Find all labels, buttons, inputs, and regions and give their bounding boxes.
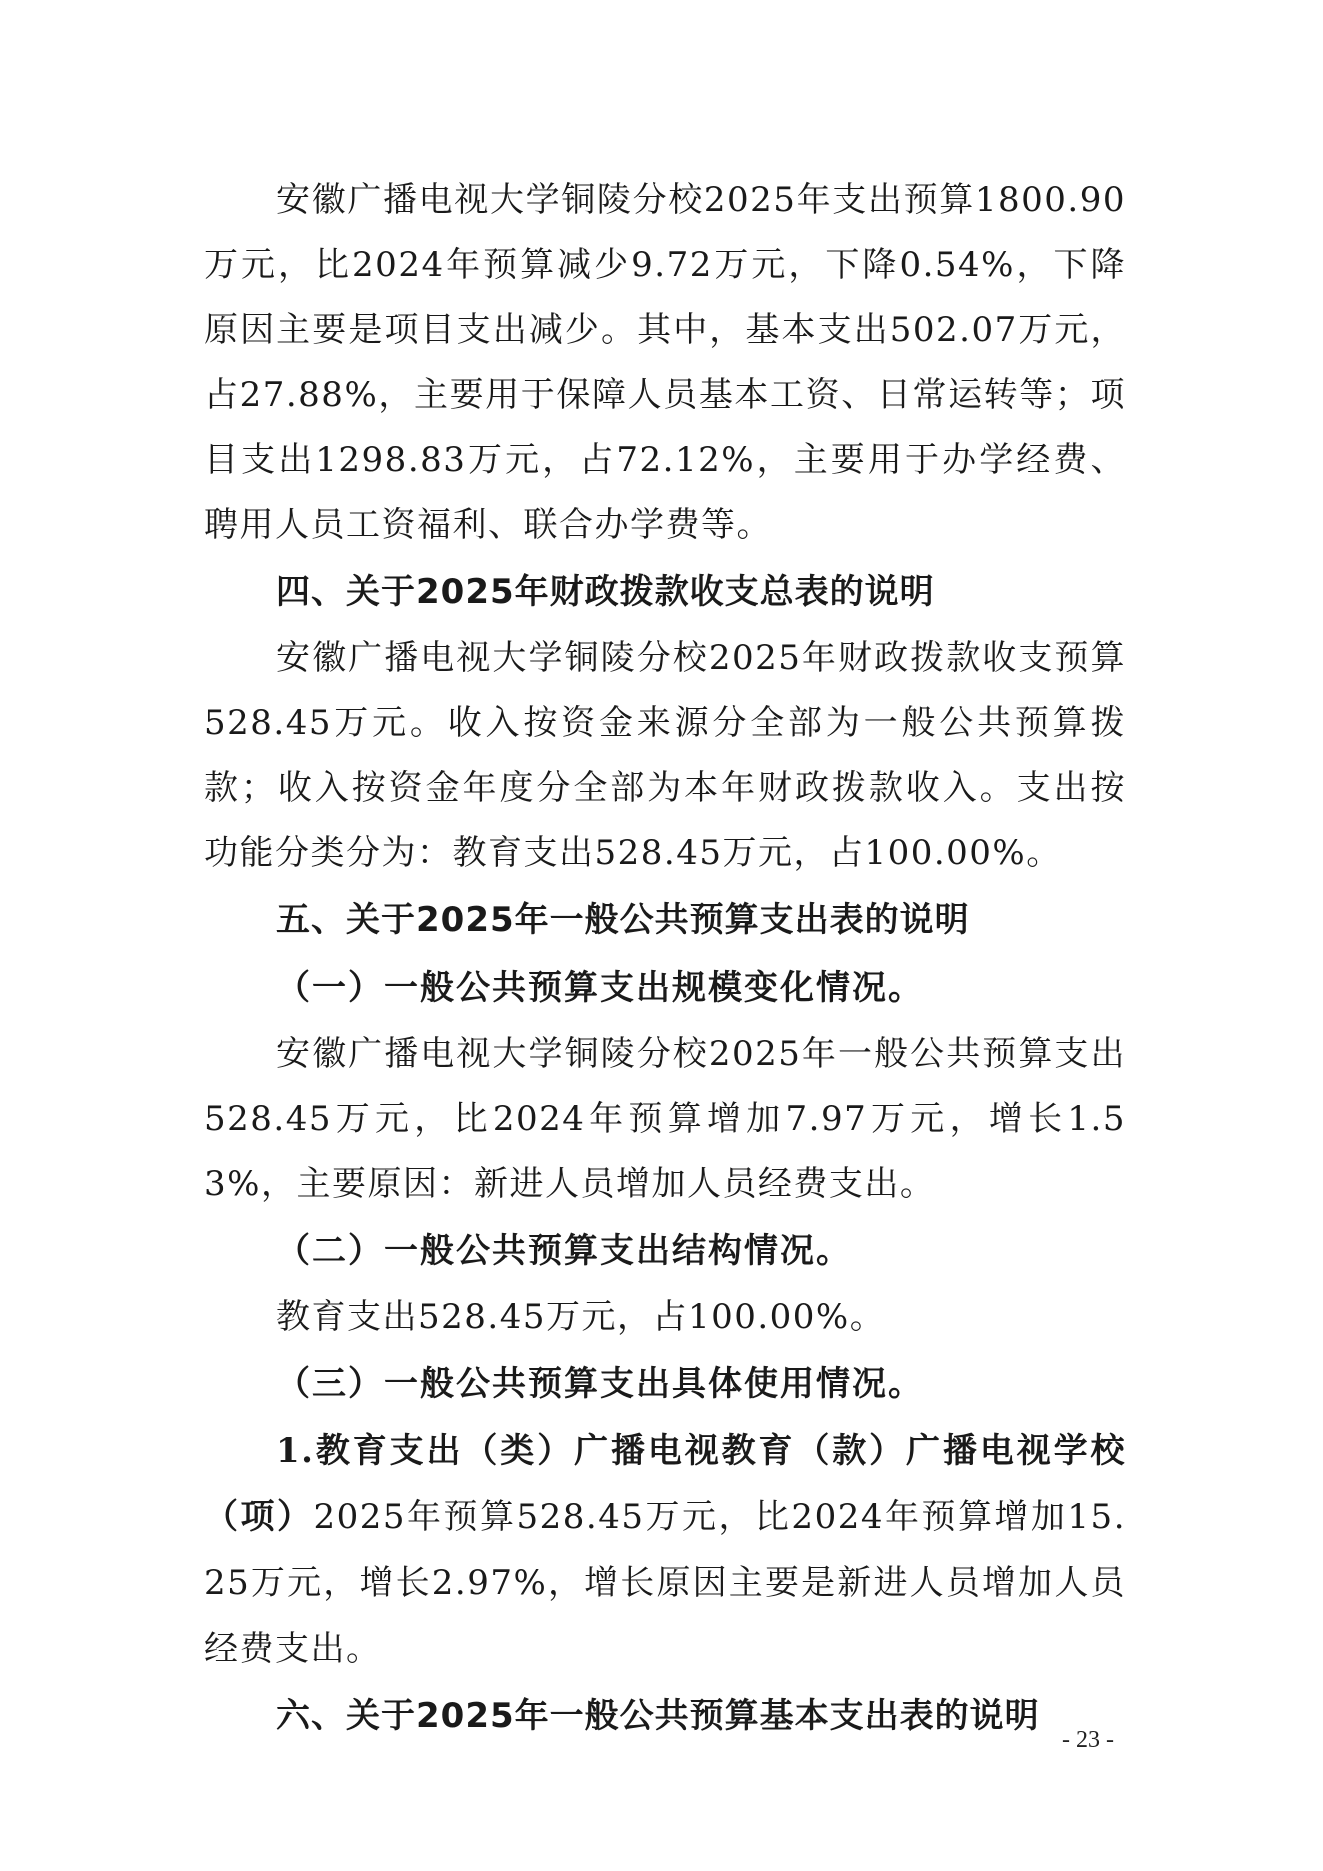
- paragraph-expenditure-budget: 安徽广播电视大学铜陵分校2025年支出预算1800.90万元，比2024年预算减少9.72万元，下降0.54%，下降原因主要是项目支出减少。其中，基本支出502.07万元，占27.88%，主要用于保障人员基本工资、日常运转等；项目支出1298.83万元，占72.12%，主要用于办学经费、聘用人员工资福利、联合办学费等。: [204, 180, 1126, 545]
- document-body: [204, 168, 1126, 1750]
- page-number: - 23 -: [1062, 1727, 1114, 1753]
- subheading-scale-change: （一）一般公共预算支出规模变化情况。: [276, 968, 924, 1008]
- section-heading-5: 五、关于2025年一般公共预算支出表的说明: [276, 900, 970, 940]
- subheading-specific-use: （三）一般公共预算支出具体使用情况。: [276, 1364, 924, 1404]
- paragraph-scale-change: 安徽广播电视大学铜陵分校2025年一般公共预算支出528.45万元，比2024年预算增加7.97万元，增长1.53%，主要原因：新进人员增加人员经费支出。: [204, 1034, 1126, 1204]
- list-item-lead: 1.教育支出（类）广播电视教育（款）广播电视学校（项）: [204, 1431, 1126, 1537]
- list-item-education-expenditure: [204, 1418, 1126, 1682]
- paragraph-fiscal-allocation: 安徽广播电视大学铜陵分校2025年财政拨款收支预算528.45万元。收入按资金来源分全部为一般公共预算拨款；收入按资金年度分全部为本年财政拨款收入。支出按功能分类分为：教育支出528.45万元，占100.00%。: [204, 638, 1126, 873]
- section-heading-4: 四、关于2025年财政拨款收支总表的说明: [276, 572, 935, 612]
- section-heading-6: 六、关于2025年一般公共预算基本支出表的说明: [276, 1696, 1040, 1736]
- subheading-structure: （二）一般公共预算支出结构情况。: [276, 1231, 852, 1271]
- paragraph-structure: 教育支出528.45万元，占100.00%。: [276, 1297, 886, 1337]
- list-item-body: 2025年预算528.45万元，比2024年预算增加15.25万元，增长2.97%，增长原因主要是新进人员增加人员经费支出。: [204, 1497, 1126, 1669]
